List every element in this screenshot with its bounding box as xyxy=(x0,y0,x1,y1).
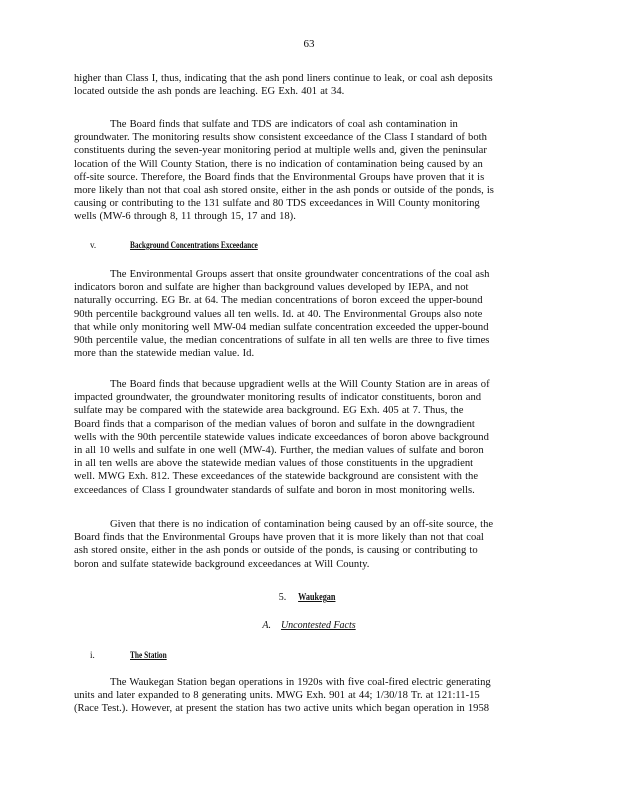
text-line: The Board finds that sulfate and TDS are indicators of coal ash contamination in xyxy=(110,119,458,130)
paragraph-given-no-indication xyxy=(74,518,536,571)
text-line: boron and sulfate statewide background exceedances at Will County. xyxy=(74,558,370,570)
section-number: i. xyxy=(90,650,95,660)
text-line: The Environmental Groups assert that onsite groundwater concentrations of the coal ash xyxy=(110,269,490,280)
section-heading-a xyxy=(0,620,618,632)
text-line: wells (MW-6 through 8, 11 through 15, 17 and 18). xyxy=(74,211,296,223)
paragraph-continuation xyxy=(74,72,536,98)
section-title: Waukegan xyxy=(297,592,336,603)
section-number: 5. xyxy=(278,592,287,603)
text-line: location of the Will County Station, there is no indication of contamination being caused by an xyxy=(74,158,483,170)
section-title: Background Concentrations Exceedance xyxy=(130,240,259,250)
text-line: groundwater. The monitoring results show consistent exceedance of the Class I standard of both xyxy=(74,132,487,144)
text-line: Board finds that the Environmental Groups have proven that it is more likely than not that coal xyxy=(74,532,484,544)
text-line: off-site source. Therefore, the Board finds that the Environmental Groups have proven that it is xyxy=(74,171,485,183)
paragraph-board-finds-sulfate-tds xyxy=(74,118,536,224)
text-line: sulfate may be compared with the statewide area background. EG Exh. 405 at 7. Thus, the xyxy=(74,405,464,417)
text-line: units and later expanded to 8 generating units. MWG Exh. 901 at 44; 1/30/18 Tr. at 121:11-15 xyxy=(74,690,480,702)
text-line: Given that there is no indication of contamination being caused by an off-site source, the xyxy=(110,519,494,530)
text-line: The Board finds that because upgradient wells at the Will County Station are in areas of xyxy=(110,379,490,390)
section-heading-v xyxy=(90,240,286,251)
text-line: more than the statewide median value. Id. xyxy=(74,348,255,360)
text-line: exceedances of Class I groundwater standards of sulfate and boron in most monitoring wells. xyxy=(74,484,475,496)
text-line: in all 10 wells and sulfate in one well (MW-4). Further, the median values of sulfate and boron xyxy=(74,445,484,457)
text-line: causing or contributing to the 131 sulfate and 80 TDS exceedances in Will County monitoring xyxy=(74,198,480,210)
text-line: ash stored onsite, either in the ash ponds or outside of the ponds, is causing or contributing to xyxy=(74,545,478,557)
section-title: The Station xyxy=(130,650,167,660)
section-number: A. xyxy=(262,620,271,631)
text-line: Board finds that a comparison of the median values of boron and sulfate in the downgradient xyxy=(74,418,475,430)
text-line: indicators boron and sulfate are higher than background values developed by IEPA, and not xyxy=(74,282,469,294)
text-line: that while only monitoring well MW-04 median sulfate concentration exceeded the upper-bound xyxy=(74,321,489,333)
text-line: (Race Test.). However, at present the station has two active units which began operation in 1958 xyxy=(74,703,490,715)
paragraph-environmental-groups-assert xyxy=(74,268,536,360)
page-number: 63 xyxy=(303,38,315,50)
paragraph-board-finds-upgradient xyxy=(74,378,536,497)
text-line: in all ten wells are above the statewide median values of those constituents in the upgradient xyxy=(74,458,474,470)
text-line: naturally occurring. EG Br. at 64. The median concentrations of boron exceed the upper-bound xyxy=(74,295,483,307)
text-line: 90th percentile value, the median concentrations of sulfate in all ten wells are three to five times xyxy=(74,335,490,347)
text-line: located outside the ash ponds are leaching. EG Exh. 401 at 34. xyxy=(74,86,345,98)
section-number: v. xyxy=(90,240,97,250)
text-line: 90th percentile background values all ten wells. Id. at 40. The Environmental Groups also note xyxy=(74,308,483,320)
section-title: Uncontested Facts xyxy=(280,620,356,631)
text-line: well. MWG Exh. 812. These exceedances of the statewide background are consistent with the xyxy=(74,471,479,483)
section-heading-i xyxy=(90,650,175,661)
text-line: higher than Class I, thus, indicating that the ash pond liners continue to leak, or coal ash deposits xyxy=(74,73,493,84)
text-line: The Waukegan Station began operations in 1920s with five coal-fired electric generating xyxy=(110,677,491,688)
section-heading-5 xyxy=(0,592,618,604)
text-line: wells with the 90th percentile statewide values indicate exceedances of boron above background xyxy=(74,431,489,443)
text-line: impacted groundwater, the groundwater monitoring results of indicator constituents, boron and xyxy=(74,392,482,404)
text-line: more likely than not that coal ash stored onsite, either in the ash ponds or outside of the ponds, is xyxy=(74,185,494,197)
paragraph-waukegan-station xyxy=(74,676,536,716)
text-line: constituents during the seven-year monitoring period at multiple wells and, given the peninsular xyxy=(74,145,487,157)
